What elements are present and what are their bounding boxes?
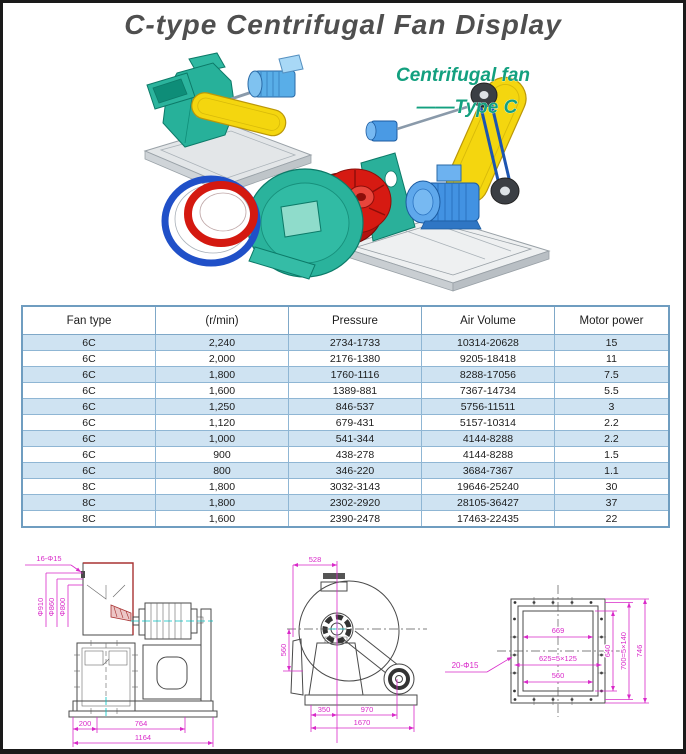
dim-d860: Φ860 xyxy=(47,597,56,617)
dim-560: 560 xyxy=(279,643,288,657)
dim-746: 746 xyxy=(635,644,644,658)
cell-motor-power: 11 xyxy=(554,351,669,367)
cell-air-volume: 17463-22435 xyxy=(421,511,554,528)
cell-air-volume: 7367-14734 xyxy=(421,383,554,399)
cell-pressure: 346-220 xyxy=(288,463,421,479)
table-row xyxy=(22,479,669,495)
col-header-motor-power: Motor power xyxy=(554,306,669,335)
col-header-pressure: Pressure xyxy=(288,306,421,335)
illustration-caption-line2: ——Type C xyxy=(416,97,518,118)
drawing-flange-view xyxy=(439,547,686,752)
cell-motor-power: 2.2 xyxy=(554,431,669,447)
cell-pressure: 1389-881 xyxy=(288,383,421,399)
col-header-air-volume: Air Volume xyxy=(421,306,554,335)
dim-bolt-callout-flange: 20-Φ15 xyxy=(451,661,479,670)
cell-motor-power: 22 xyxy=(554,511,669,528)
cell-fan-type: 8C xyxy=(22,511,155,528)
table-row xyxy=(22,463,669,479)
table-row xyxy=(22,367,669,383)
cell-rpm: 2,000 xyxy=(155,351,288,367)
cell-air-volume: 4144-8288 xyxy=(421,431,554,447)
cell-motor-power: 37 xyxy=(554,495,669,511)
cell-motor-power: 2.2 xyxy=(554,415,669,431)
col-header-rpm: (r/min) xyxy=(155,306,288,335)
cell-air-volume: 5157-10314 xyxy=(421,415,554,431)
cell-air-volume: 8288-17056 xyxy=(421,367,554,383)
drawing-side-view xyxy=(13,547,248,752)
page-title: C-type Centrifugal Fan Display xyxy=(124,9,562,40)
table-row xyxy=(22,495,669,511)
cell-pressure: 541-344 xyxy=(288,431,421,447)
dim-528: 528 xyxy=(308,555,322,564)
table-row xyxy=(22,383,669,399)
dim-d910: Φ910 xyxy=(36,597,45,617)
cell-pressure: 438-278 xyxy=(288,447,421,463)
dim-669: 669 xyxy=(551,626,565,635)
cell-motor-power: 1.5 xyxy=(554,447,669,463)
dim-640: 640 xyxy=(603,644,612,658)
col-header-fan-type: Fan type xyxy=(22,306,155,335)
cell-motor-power: 1.1 xyxy=(554,463,669,479)
cell-rpm: 1,600 xyxy=(155,511,288,528)
cell-pressure: 2390-2478 xyxy=(288,511,421,528)
table-row xyxy=(22,351,669,367)
dim-560-flange: 560 xyxy=(551,671,565,680)
cell-fan-type: 6C xyxy=(22,367,155,383)
dim-d800: Φ800 xyxy=(58,597,67,617)
cell-rpm: 800 xyxy=(155,463,288,479)
table-header-row xyxy=(22,306,669,335)
illustration-caption-line1: Centrifugal fan xyxy=(395,65,531,86)
cell-rpm: 2,240 xyxy=(155,335,288,351)
table-row xyxy=(22,399,669,415)
spec-table-body xyxy=(22,335,669,528)
cell-rpm: 1,250 xyxy=(155,399,288,415)
cell-pressure: 679-431 xyxy=(288,415,421,431)
cell-fan-type: 8C xyxy=(22,495,155,511)
cell-rpm: 1,800 xyxy=(155,367,288,383)
cell-air-volume: 19646-25240 xyxy=(421,479,554,495)
dim-970: 970 xyxy=(360,705,374,714)
cell-fan-type: 8C xyxy=(22,479,155,495)
dim-200: 200 xyxy=(78,719,92,728)
cell-fan-type: 6C xyxy=(22,351,155,367)
cell-rpm: 1,800 xyxy=(155,479,288,495)
cell-pressure: 846-537 xyxy=(288,399,421,415)
cell-fan-type: 6C xyxy=(22,447,155,463)
cell-fan-type: 6C xyxy=(22,335,155,351)
cell-air-volume: 3684-7367 xyxy=(421,463,554,479)
cell-fan-type: 6C xyxy=(22,383,155,399)
spec-table xyxy=(21,305,670,528)
table-row xyxy=(22,415,669,431)
cell-pressure: 2302-2920 xyxy=(288,495,421,511)
dim-1164: 1164 xyxy=(134,733,152,742)
cell-pressure: 2176-1380 xyxy=(288,351,421,367)
cell-rpm: 1,800 xyxy=(155,495,288,511)
cell-motor-power: 7.5 xyxy=(554,367,669,383)
cell-rpm: 900 xyxy=(155,447,288,463)
cell-pressure: 1760-1116 xyxy=(288,367,421,383)
dim-764: 764 xyxy=(134,719,148,728)
cell-rpm: 1,000 xyxy=(155,431,288,447)
cell-motor-power: 30 xyxy=(554,479,669,495)
cell-motor-power: 3 xyxy=(554,399,669,415)
table-row xyxy=(22,335,669,351)
cell-fan-type: 6C xyxy=(22,431,155,447)
dim-bolt-callout-left: 16-Φ15 xyxy=(36,554,62,563)
cell-air-volume: 9205-18418 xyxy=(421,351,554,367)
cell-pressure: 2734-1733 xyxy=(288,335,421,351)
product-illustration xyxy=(133,51,563,301)
table-row xyxy=(22,431,669,447)
cell-air-volume: 4144-8288 xyxy=(421,447,554,463)
cell-fan-type: 6C xyxy=(22,415,155,431)
spec-table-head xyxy=(22,306,669,335)
cell-air-volume: 5756-11511 xyxy=(421,399,554,415)
cell-rpm: 1,120 xyxy=(155,415,288,431)
cell-rpm: 1,600 xyxy=(155,383,288,399)
cell-air-volume: 10314-20628 xyxy=(421,335,554,351)
cell-fan-type: 6C xyxy=(22,399,155,415)
dim-700-5x140: 700=5×140 xyxy=(619,632,628,670)
dim-350: 350 xyxy=(317,705,331,714)
cell-air-volume: 28105-36427 xyxy=(421,495,554,511)
cell-fan-type: 6C xyxy=(22,463,155,479)
cell-motor-power: 15 xyxy=(554,335,669,351)
dim-625-5x125: 625=5×125 xyxy=(539,654,577,663)
cell-pressure: 3032-3143 xyxy=(288,479,421,495)
table-row xyxy=(22,447,669,463)
table-row xyxy=(22,511,669,528)
cell-motor-power: 5.5 xyxy=(554,383,669,399)
dim-1670: 1670 xyxy=(353,718,371,727)
